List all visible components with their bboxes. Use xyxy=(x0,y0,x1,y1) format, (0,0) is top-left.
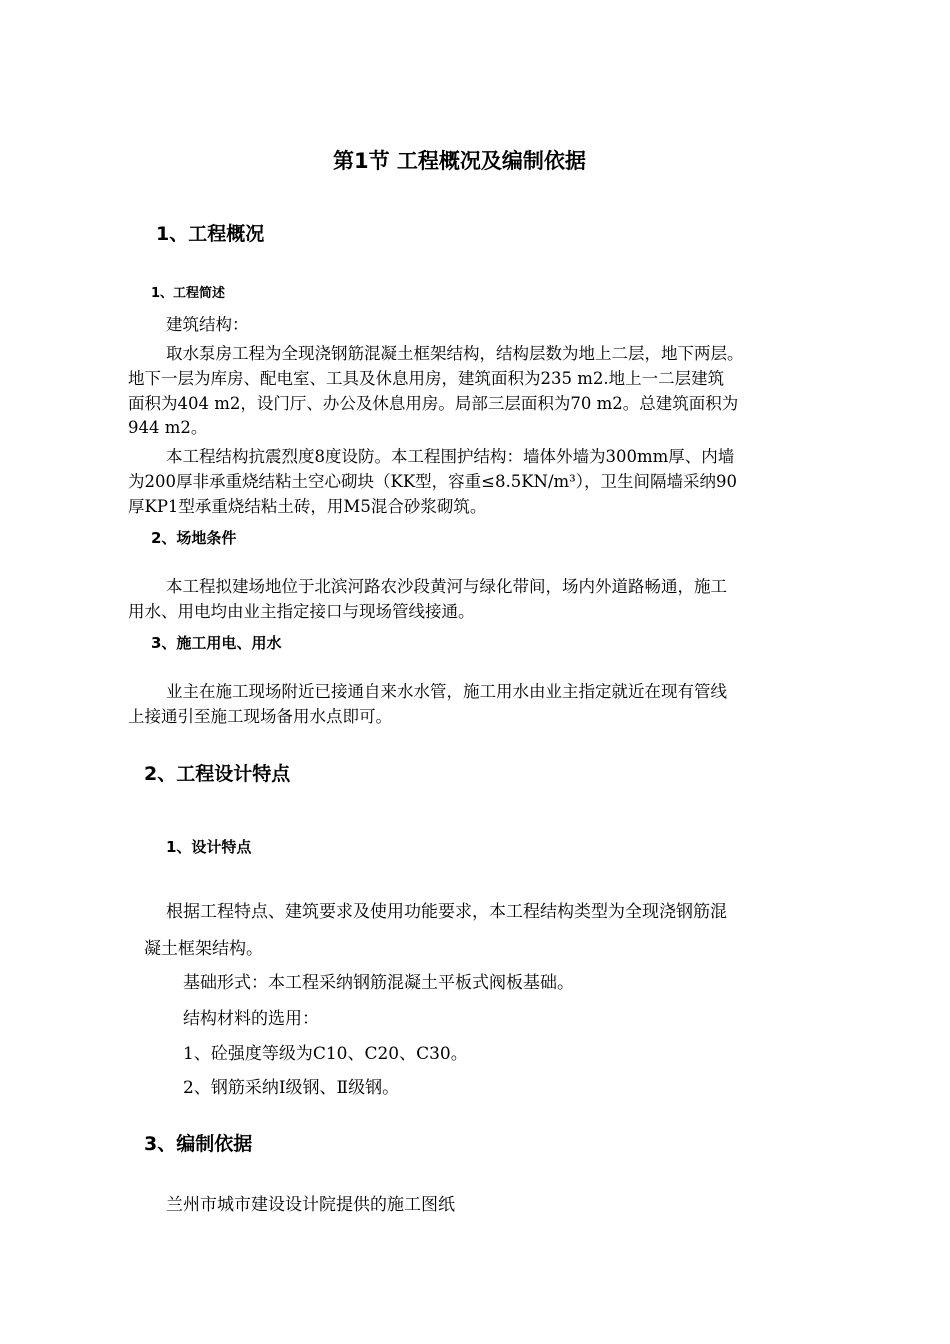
section-heading-1: 1、工程概况 xyxy=(156,223,265,245)
page-title: 第1节 工程概况及编制依据 xyxy=(333,149,586,173)
paragraph-line: 用水、用电均由业主指定接口与现场管线接通。 xyxy=(128,602,475,621)
paragraph-line: 为200厚非承重烧结粘土空心砌块（KK型，容重≤8.5KN/m³），卫生间隔墙采纳90 xyxy=(128,472,738,491)
paragraph-line: 取水泵房工程为全现浇钢筋混凝土框架结构，结构层数为地上二层，地下两层。 xyxy=(166,344,744,363)
paragraph-line: 944 m2。 xyxy=(128,418,208,437)
paragraph-line: 上接通引至施工现场备用水点即可。 xyxy=(128,707,392,726)
subsection-heading-2-1: 1、设计特点 xyxy=(166,838,252,856)
paragraph-line: 厚KP1型承重烧结粘土砖，用M5混合砂浆砌筑。 xyxy=(128,497,487,516)
subsection-heading-1-3: 3、施工用电、用水 xyxy=(151,634,282,652)
list-item: 1、砼强度等级为C10、C20、C30。 xyxy=(183,1044,468,1064)
paragraph-line: 基础形式：本工程采纳钢筋混凝土平板式阀板基础。 xyxy=(183,973,574,993)
subsection-heading-1-1: 1、工程简述 xyxy=(151,286,226,301)
paragraph-line: 业主在施工现场附近已接通自来水水管，施工用水由业主指定就近在现有管线 xyxy=(166,682,727,701)
paragraph-line: 建筑结构： xyxy=(166,315,249,334)
section-heading-2: 2、工程设计特点 xyxy=(144,763,291,785)
paragraph-line: 兰州市城市建设设计院提供的施工图纸 xyxy=(166,1195,455,1215)
paragraph-line: 本工程拟建场地位于北滨河路农沙段黄河与绿化带间，场内外道路畅通，施工 xyxy=(166,577,727,596)
paragraph-line: 本工程结构抗震烈度8度设防。本工程围护结构：墙体外墙为300mm厚、内墙 xyxy=(166,447,735,466)
subsection-heading-1-2: 2、场地条件 xyxy=(151,529,237,547)
paragraph-line: 地下一层为库房、配电室、工具及休息用房，建筑面积为235 m2.地上一二层建筑 xyxy=(128,369,725,388)
section-heading-3: 3、编制依据 xyxy=(144,1133,253,1155)
paragraph-line: 根据工程特点、建筑要求及使用功能要求，本工程结构类型为全现浇钢筋混 xyxy=(166,902,727,922)
paragraph-line: 结构材料的选用： xyxy=(183,1009,319,1029)
paragraph-line: 凝土框架结构。 xyxy=(144,939,263,959)
paragraph-line: 面积为404 m2，设门厅、办公及休息用房。局部三层面积为70 m2。总建筑面积为 xyxy=(128,394,739,413)
list-item: 2、钢筋采纳Ⅰ级钢、Ⅱ级钢。 xyxy=(183,1078,400,1098)
